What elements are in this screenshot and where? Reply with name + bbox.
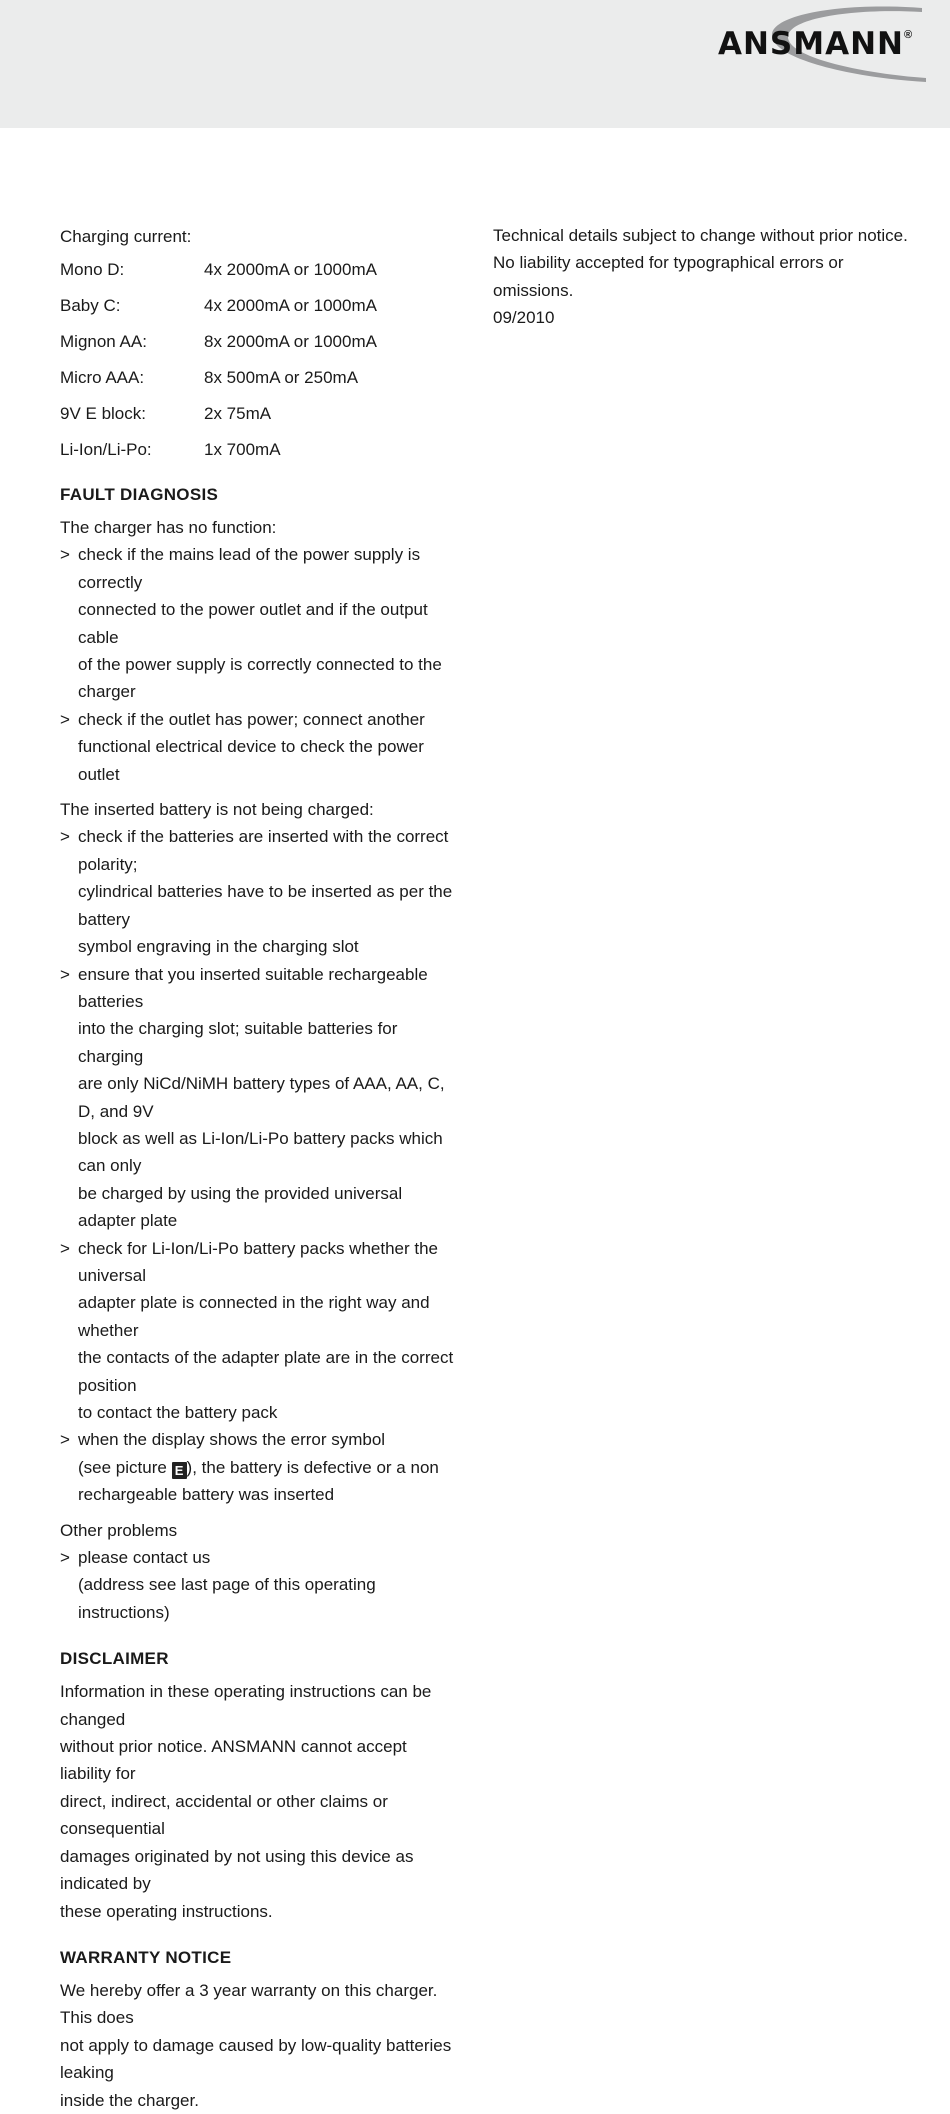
text-line: We hereby offer a 3 year warranty on this charger. This does	[60, 1980, 438, 2028]
brand-logo	[654, 4, 930, 84]
bullet-marker: >	[60, 964, 70, 984]
list-item	[60, 1426, 460, 1508]
spec-row	[60, 396, 460, 432]
bullet-line: of the power supply is correctly connected to the charger	[78, 655, 442, 702]
page-header	[0, 0, 950, 128]
fault-intro: Other problems	[60, 1520, 178, 1540]
spec-row	[60, 288, 460, 324]
spec-label: Mono D:	[60, 260, 125, 280]
notice-line: Technical details subject to change without prior notice.	[493, 226, 908, 245]
text-line: damages originated by not using this device as indicated by	[60, 1846, 414, 1894]
notice-date: 09/2010	[493, 308, 555, 328]
text-line: not apply to damage caused by low-quality batteries leaking	[60, 2035, 452, 2083]
text-line: inside the charger.	[60, 2090, 199, 2110]
spec-label: Li-Ion/Li-Po:	[60, 440, 152, 460]
disclaimer-text	[60, 1678, 460, 1925]
bullet-line: check if the mains lead of the power supply is correctly	[78, 545, 421, 592]
bullet-marker: >	[60, 827, 70, 847]
notice-line: No liability accepted for typographical errors or omissions.	[493, 253, 844, 300]
spec-row	[60, 252, 460, 288]
warranty-text	[60, 1977, 460, 2114]
bullet-line: be charged by using the provided universal adapter plate	[78, 1183, 403, 1231]
bullet-line: functional electrical device to check the power outlet	[78, 737, 424, 784]
spec-row	[60, 324, 460, 360]
spec-value: 1x 700mA	[204, 440, 281, 460]
bullet-line: are only NiCd/NiMH battery types of AAA, AA, C, D, and 9V	[78, 1074, 445, 1121]
fault-intro: The inserted battery is not being charged:	[60, 800, 374, 820]
bullet-line: connected to the power outlet and if the output cable	[78, 600, 428, 647]
text-line: without prior notice. ANSMANN cannot accept liability for	[60, 1737, 407, 1784]
list-item	[60, 1235, 460, 1427]
bullet-line: the contacts of the adapter plate are in the correct position	[78, 1348, 454, 1395]
text-line: these operating instructions.	[60, 1901, 273, 1921]
bullet-text: ), the battery is defective or a non	[186, 1457, 439, 1477]
charging-current-heading: Charging current:	[60, 227, 192, 247]
list-item	[60, 823, 460, 960]
logo-wordmark: ANSMANN	[718, 26, 904, 62]
bullet-line: to contact the battery pack	[78, 1403, 278, 1422]
spec-label: Baby C:	[60, 296, 121, 316]
bullet-marker: >	[60, 1430, 70, 1450]
right-column	[493, 222, 913, 332]
text-line: direct, indirect, accidental or other claims or consequential	[60, 1791, 388, 1839]
bullet-line: check for Li-Ion/Li-Po battery packs whether the universal	[78, 1238, 439, 1285]
spec-value: 8x 2000mA or 1000mA	[204, 332, 377, 352]
bullet-line: (address see last page of this operating instructions)	[78, 1575, 376, 1622]
spec-value: 8x 500mA or 250mA	[204, 368, 359, 388]
disclaimer-heading: DISCLAIMER	[60, 1649, 169, 1669]
spec-label: Mignon AA:	[60, 332, 147, 352]
bullet-line: when the display shows the error symbol	[78, 1430, 386, 1450]
spec-label: 9V E block:	[60, 404, 146, 424]
bullet-line: check if the batteries are inserted with the correct polarity;	[78, 827, 449, 874]
bullet-line: cylindrical batteries have to be inserted as per the battery	[78, 882, 453, 929]
bullet-line: rechargeable battery was inserted	[78, 1485, 335, 1505]
bullet-text: (see picture	[78, 1457, 172, 1477]
fault-intro: The charger has no function:	[60, 518, 277, 537]
spec-value: 4x 2000mA or 1000mA	[204, 260, 377, 280]
bullet-line: symbol engraving in the charging slot	[78, 937, 359, 957]
list-item	[60, 961, 460, 1235]
bullet-line: block as well as Li-Ion/Li-Po battery packs which can only	[78, 1128, 443, 1176]
bullet-marker: >	[60, 545, 70, 565]
spec-row	[60, 432, 460, 468]
bullet-line: please contact us	[78, 1548, 211, 1568]
bullet-marker: >	[60, 709, 70, 729]
fault-diagnosis-heading: FAULT DIAGNOSIS	[60, 485, 219, 504]
spec-value: 4x 2000mA or 1000mA	[204, 296, 377, 316]
error-symbol-icon: E	[172, 1462, 187, 1479]
spec-value: 2x 75mA	[204, 404, 272, 424]
bullet-line: into the charging slot; suitable batteries for charging	[78, 1019, 398, 1066]
list-item	[60, 706, 460, 788]
bullet-line	[78, 1454, 460, 1481]
spec-row	[60, 360, 460, 396]
bullet-line: check if the outlet has power; connect another	[78, 709, 425, 729]
bullet-line: adapter plate is connected in the right way and whether	[78, 1293, 430, 1340]
bullet-line: ensure that you inserted suitable rechargeable batteries	[78, 964, 428, 1011]
warranty-heading: WARRANTY NOTICE	[60, 1947, 232, 1967]
registered-mark: ®	[904, 29, 913, 41]
spec-label: Micro AAA:	[60, 368, 145, 388]
text-line: Information in these operating instructions can be changed	[60, 1682, 432, 1729]
list-item	[60, 1544, 460, 1626]
bullet-marker: >	[60, 1548, 70, 1568]
left-column	[60, 222, 460, 2114]
list-item	[60, 541, 460, 705]
bullet-marker: >	[60, 1238, 70, 1258]
